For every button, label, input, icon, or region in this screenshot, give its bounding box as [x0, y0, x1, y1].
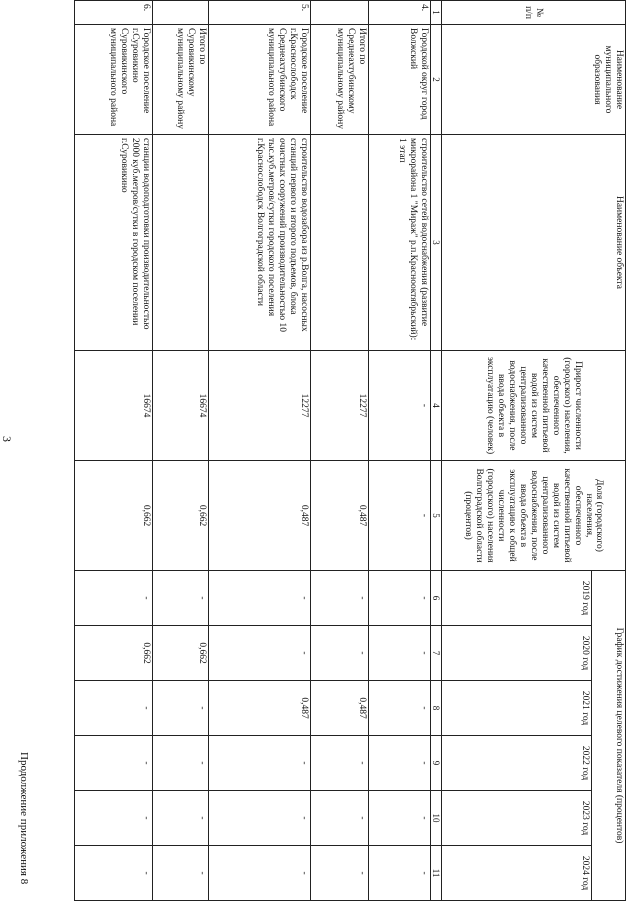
row-municipality: Городское поселение г.Суровикино Суровикинского муниципального района — [74, 25, 152, 135]
row-growth: 12277 — [310, 351, 368, 461]
row-growth: 12277 — [208, 351, 310, 461]
row-object — [310, 135, 368, 351]
row-2020: - — [208, 626, 310, 681]
page-number: 3 — [0, 436, 14, 442]
row-no — [152, 1, 208, 25]
header-share: Доля (городского) населения, обеспеченного качественной питьевой водой из систем централизованного водоснабжения, после ввода объекта в эксплуатацию к общей численности (городского) населения Волгоградской области (процентов) — [442, 461, 626, 571]
table-row — [310, 1, 368, 901]
row-2019: - — [208, 571, 310, 626]
column-number: 9 — [430, 736, 441, 791]
row-2022: - — [368, 736, 430, 791]
row-2021: - — [74, 681, 152, 736]
row-2022: - — [74, 736, 152, 791]
header-year-2021: 2021 год — [442, 681, 592, 736]
row-2019: - — [368, 571, 430, 626]
row-growth: 16674 — [74, 351, 152, 461]
header-year-2019: 2019 год — [442, 571, 592, 626]
row-object: станции водоподготовки производительностью 2000 куб.метров/сутки в городском поселении г.Суровикино — [74, 135, 152, 351]
row-2022: - — [310, 736, 368, 791]
row-2023: - — [208, 791, 310, 846]
row-2023: - — [152, 791, 208, 846]
column-number: 3 — [430, 135, 441, 351]
row-2024: - — [208, 846, 310, 901]
row-growth: - — [368, 351, 430, 461]
row-share: 0,662 — [152, 461, 208, 571]
row-2024: - — [310, 846, 368, 901]
row-2023: - — [74, 791, 152, 846]
header-schedule: График достижения целевого показателя (процентов) — [592, 571, 626, 901]
row-object: строительство водозабора из р.Волга, насосных станций первого и второго подъемов, блока очистных сооружений производительностью 10 тыс.куб.метров/сутки городского поселения г.Краснослободск Волгоградской области — [208, 135, 310, 351]
column-number: 1 — [430, 1, 441, 25]
row-share: 0,487 — [208, 461, 310, 571]
row-2023: - — [310, 791, 368, 846]
row-municipality: Итого по Среднеахтубинскому муниципальному району — [310, 25, 368, 135]
row-share: - — [368, 461, 430, 571]
target-indicator-table — [74, 0, 626, 901]
row-2022: - — [152, 736, 208, 791]
header-object: Наименование объекта — [442, 135, 626, 351]
header-year-2022: 2022 год — [442, 736, 592, 791]
header-year-2020: 2020 год — [442, 626, 592, 681]
row-municipality: Итого по Суровикинскому муниципальному району — [152, 25, 208, 135]
table-row — [152, 1, 208, 901]
column-number: 8 — [430, 681, 441, 736]
column-number: 6 — [430, 571, 441, 626]
header-year-2023: 2023 год — [442, 791, 592, 846]
header-growth: Прирост численности (городского) населения, обеспеченного качественной питьевой водой из систем централизованного водоснабжения, после ввода объекта в эксплуатацию (человек) — [442, 351, 626, 461]
row-municipality: Городской округ город Волжский — [368, 25, 430, 135]
table-row — [208, 1, 310, 901]
row-2024: - — [368, 846, 430, 901]
column-numbers-row — [430, 1, 441, 901]
row-2020: 0,662 — [74, 626, 152, 681]
row-2022: - — [208, 736, 310, 791]
row-2023: - — [368, 791, 430, 846]
table-row — [74, 1, 152, 901]
row-share: 0,487 — [310, 461, 368, 571]
row-2021: - — [368, 681, 430, 736]
row-2019: - — [74, 571, 152, 626]
table-row — [368, 1, 430, 901]
header-municipality: Наименование муниципального образования — [442, 25, 626, 135]
row-share: 0,662 — [74, 461, 152, 571]
row-2019: - — [310, 571, 368, 626]
column-number: 10 — [430, 791, 441, 846]
row-2020: - — [368, 626, 430, 681]
row-no: 4. — [368, 1, 430, 25]
row-2021: 0,487 — [208, 681, 310, 736]
row-no: 5. — [208, 1, 310, 25]
row-municipality: Городское поселение г.Краснослободск Среднеахтубинского муниципального района — [208, 25, 310, 135]
appendix-note: Продолжение приложения 8 — [18, 752, 30, 885]
row-2020: 0,662 — [152, 626, 208, 681]
row-2024: - — [152, 846, 208, 901]
header-no: № п/п — [442, 1, 626, 25]
row-object: строительство сетей водоснабжения (развитие микрорайона 1 "Мираж" р.п.Краснооктябрьский): 1 этап — [368, 135, 430, 351]
column-number: 2 — [430, 25, 441, 135]
column-number: 11 — [430, 846, 441, 901]
row-2021: - — [152, 681, 208, 736]
row-2020: - — [310, 626, 368, 681]
row-no: 6. — [74, 1, 152, 25]
column-number: 5 — [430, 461, 441, 571]
row-object — [152, 135, 208, 351]
column-number: 4 — [430, 351, 441, 461]
row-2024: - — [74, 846, 152, 901]
row-2019: - — [152, 571, 208, 626]
row-2021: 0,487 — [310, 681, 368, 736]
row-growth: 16674 — [152, 351, 208, 461]
header-year-2024: 2024 год — [442, 846, 592, 901]
column-number: 7 — [430, 626, 441, 681]
row-no — [310, 1, 368, 25]
